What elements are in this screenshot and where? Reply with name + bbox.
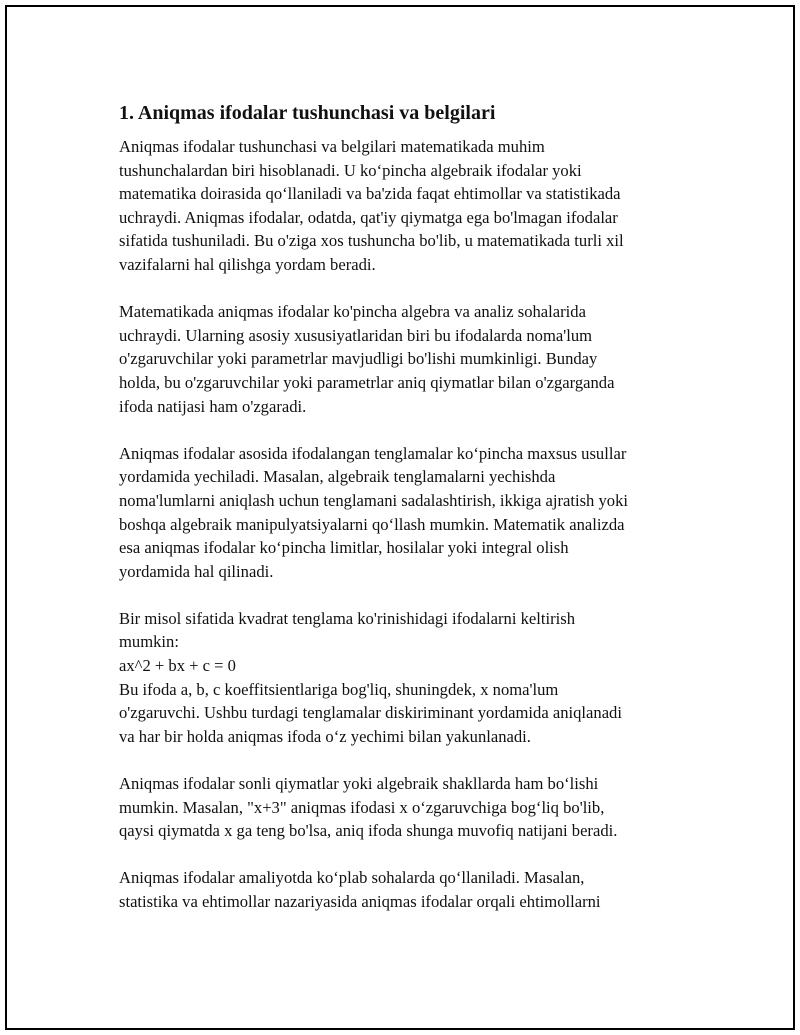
text-line: mumkin: <box>119 632 179 652</box>
text-line: tushunchalardan biri hisoblanadi. U ko‘pincha algebraik ifodalar yoki <box>119 160 582 180</box>
text-line: yordamida yechiladi. Masalan, algebraik tenglamalarni yechishda <box>119 467 556 487</box>
text-line: o'zgaruvchilar yoki parametrlar mavjudligi bo'lishi mumkinligi. Bunday <box>119 349 598 369</box>
text-line: Matematikada aniqmas ifodalar ko'pincha algebra va analiz sohalarida <box>119 302 586 322</box>
text-line: o'zgaruvchi. Ushbu turdagi tenglamalar diskiriminant yordamida aniqlanadi <box>119 703 622 723</box>
text-line: uchraydi. Aniqmas ifodalar, odatda, qat'iy qiymatga ega bo'lmagan ifodalar <box>119 207 618 227</box>
text-line: mumkin. Masalan, "x+3" aniqmas ifodasi x o‘zgaruvchiga bog‘liq bo'lib, <box>119 797 605 817</box>
paragraph-applications <box>119 866 699 913</box>
paragraph-quadratic-example <box>119 607 699 749</box>
text-line: ifoda natijasi ham o'zgaradi. <box>119 396 307 416</box>
paragraph-equations <box>119 442 699 584</box>
text-line: Aniqmas ifodalar asosida ifodalangan tenglamalar ko‘pincha maxsus usullar <box>119 443 627 463</box>
text-line: boshqa algebraik manipulyatsiyalarni qo‘llash mumkin. Matematik analizda <box>119 514 625 534</box>
text-line: Aniqmas ifodalar tushunchasi va belgilari matematikada muhim <box>119 137 545 156</box>
text-line: Bir misol sifatida kvadrat tenglama ko'rinishidagi ifodalarni keltirish <box>119 608 575 628</box>
text-line: Aniqmas ifodalar amaliyotda ko‘plab sohalarda qo‘llaniladi. Masalan, <box>119 868 585 888</box>
section-heading: 1. Aniqmas ifodalar tushunchasi va belgilari <box>119 102 496 124</box>
document-page <box>5 5 795 1030</box>
text-line: holda, bu o'zgaruvchilar yoki parametrlar aniq qiymatlar bilan o'zgarganda <box>119 372 615 392</box>
paragraph-intro <box>119 135 699 277</box>
text-line: yordamida hal qilinadi. <box>119 561 274 581</box>
document-content <box>119 99 699 937</box>
text-line: va har bir holda aniqmas ifoda o‘z yechimi bilan yakunlanadi. <box>119 726 531 746</box>
text-line: statistika va ehtimollar nazariyasida aniqmas ifodalar orqali ehtimollarni <box>119 892 601 911</box>
paragraph-algebra-analysis <box>119 300 699 418</box>
text-line: Bu ifoda a, b, c koeffitsientlariga bog'liq, shuningdek, x noma'lum <box>119 679 559 699</box>
text-line: uchraydi. Ularning asosiy xususiyatlaridan biri bu ifodalarda noma'lum <box>119 325 593 345</box>
formula-line: ax^2 + bx + c = 0 <box>119 656 236 676</box>
text-line: Aniqmas ifodalar sonli qiymatlar yoki algebraik shakllarda ham bo‘lishi <box>119 774 599 794</box>
text-line: vazifalarni hal qilishga yordam beradi. <box>119 254 376 274</box>
text-line: esa aniqmas ifodalar ko‘pincha limitlar, hosilalar yoki integral olish <box>119 538 569 558</box>
text-line: matematika doirasida qo‘llaniladi va ba'zida faqat ehtimollar va statistikada <box>119 184 621 204</box>
text-line: noma'lumlarni aniqlash uchun tenglamani sadalashtirish, ikkiga ajratish yoki <box>119 490 628 510</box>
text-line: sifatida tushuniladi. Bu o'ziga xos tushuncha bo'lib, u matematikada turli xil <box>119 231 624 251</box>
text-line: qaysi qiymatda x ga teng bo'lsa, aniq ifoda shunga muvofiq natijani beradi. <box>119 821 618 841</box>
paragraph-numeric-forms <box>119 772 699 843</box>
